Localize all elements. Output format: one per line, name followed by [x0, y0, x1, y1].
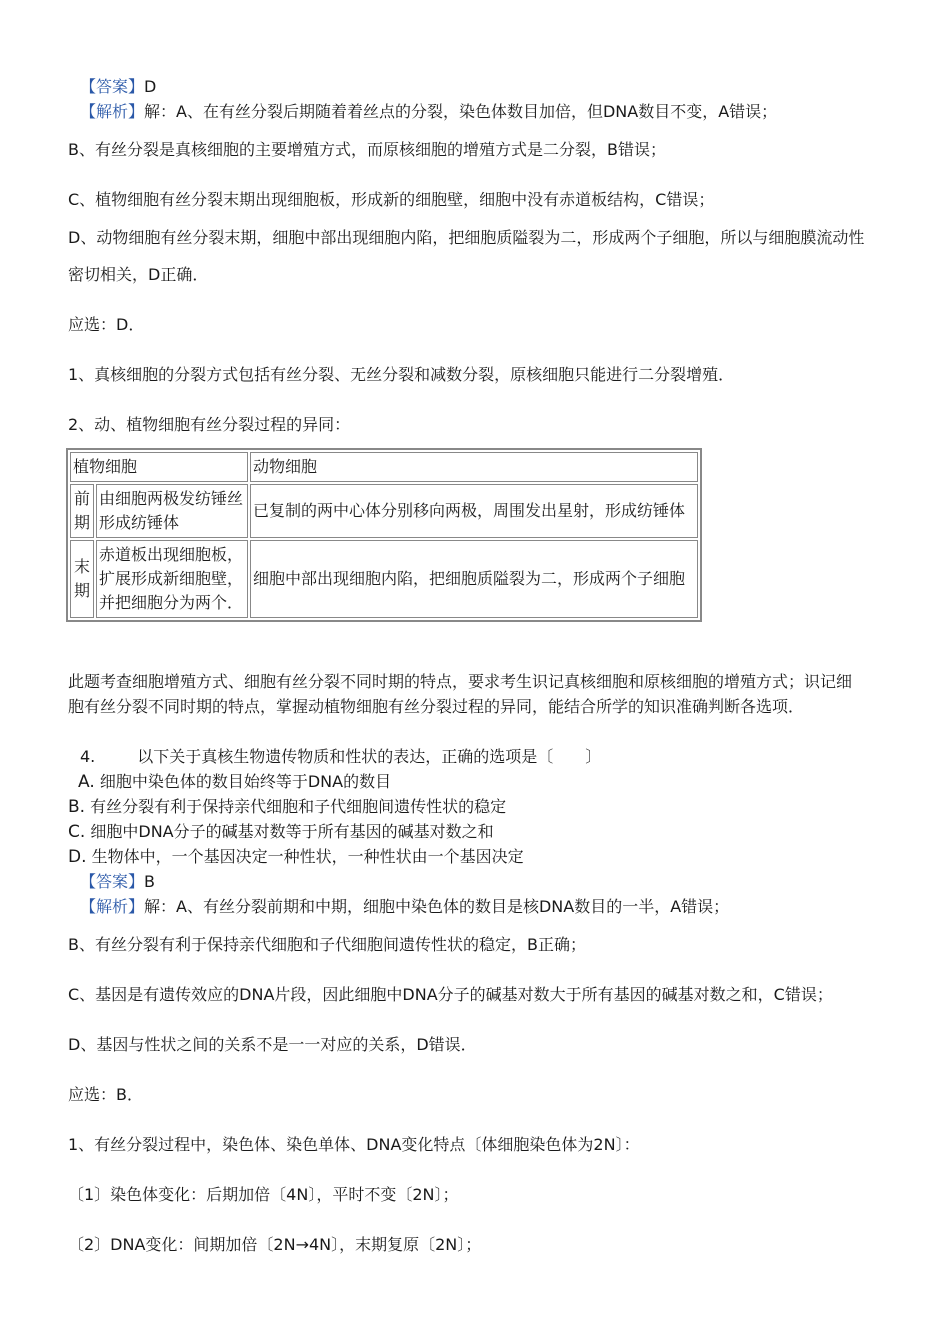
analysis-option-d-line1: D、动物细胞有丝分裂末期，细胞中部出现细胞内陷，把细胞质隘裂为二，形成两个子细胞，所以与细胞膜流动性 — [68, 228, 865, 247]
knowledge-point-1: 1、真核细胞的分裂方式包括有丝分裂、无丝分裂和减数分裂，原核细胞只能进行二分裂增殖． — [68, 365, 735, 384]
telophase-plant: 赤道板出现细胞板，扩展形成新细胞壁，并把细胞分为两个． — [96, 540, 248, 618]
q4-answer-line — [80, 871, 155, 893]
q4-knowledge-point-1a: 〔1〕染色体变化：后期加倍〔4N〕，平时不变〔2N〕； — [68, 1185, 459, 1204]
q4-analysis-option-c: C、基因是有遗传效应的DNA片段，因此细胞中DNA分子的碱基对数大于所有基因的碱基对数之和，C错误； — [68, 985, 833, 1004]
knowledge-point-2: 2、动、植物细胞有丝分裂过程的异同： — [68, 415, 351, 434]
option-d — [68, 846, 524, 868]
option-text: 细胞中染色体的数目始终等于DNA的数目 — [99, 772, 392, 791]
q3-answer-line — [80, 76, 156, 98]
question-number: 4. — [80, 747, 96, 766]
telophase-animal: 细胞中部出现细胞内陷，把细胞质隘裂为二，形成两个子细胞 — [250, 540, 698, 618]
answer-tag: 【答案】 — [80, 77, 145, 96]
q4-analysis-line — [80, 896, 729, 918]
table-header-row — [70, 452, 698, 482]
summary-line2: 胞有丝分裂不同时期的特点，掌握动植物细胞有丝分裂过程的异同，能结合所学的知识准确判断各选项． — [68, 697, 805, 716]
header-plant-cell: 植物细胞 — [70, 452, 248, 482]
analysis-option-d-line2: 密切相关，D正确． — [68, 265, 209, 284]
analysis-tag: 【解析】 — [80, 102, 145, 121]
option-text: 生物体中，一个基因决定一种性状，一种性状由一个基因决定 — [91, 847, 524, 866]
header-animal-cell: 动物细胞 — [250, 452, 698, 482]
q4-knowledge-point-1b: 〔2〕DNA变化：间期加倍〔2N→4N〕，末期复原〔2N〕； — [68, 1235, 482, 1254]
option-c — [68, 821, 494, 843]
option-letter: C. — [68, 822, 86, 842]
choose-line: 应选：D． — [68, 315, 145, 334]
option-letter: D. — [68, 847, 87, 867]
q4-choose-line: 应选：B． — [68, 1085, 143, 1104]
q4-analysis-option-d: D、基因与性状之间的关系不是一一对应的关系，D错误． — [68, 1035, 477, 1054]
comparison-table — [66, 448, 702, 622]
option-letter: B. — [68, 797, 86, 817]
q4-analysis-option-b: B、有丝分裂有利于保持亲代细胞和子代细胞间遗传性状的稳定，B正确； — [68, 935, 586, 954]
prophase-plant: 由细胞两极发纺锤丝形成纺锤体 — [96, 484, 248, 538]
analysis-option-a: 解：A、在有丝分裂后期随着着丝点的分裂，染色体数目加倍，但DNA数目不变，A错误； — [144, 102, 778, 121]
analysis-option-a: 解：A、有丝分裂前期和中期，细胞中染色体的数目是核DNA数目的一半，A错误； — [144, 897, 730, 916]
answer-value: D — [144, 77, 157, 96]
analysis-option-b: B、有丝分裂是真核细胞的主要增殖方式，而原核细胞的增殖方式是二分裂，B错误； — [68, 140, 666, 159]
option-b — [68, 796, 506, 818]
q3-analysis-line — [80, 101, 777, 123]
option-text: 有丝分裂有利于保持亲代细胞和子代细胞间遗传性状的稳定 — [90, 797, 507, 816]
table-row-prophase — [70, 484, 698, 538]
summary-line1: 此题考查细胞增殖方式、细胞有丝分裂不同时期的特点，要求考生识记真核细胞和原核细胞的增殖方式；识记细 — [68, 672, 853, 691]
option-text: 细胞中DNA分子的碱基对数等于所有基因的碱基对数之和 — [90, 822, 494, 841]
table-row-telophase — [70, 540, 698, 618]
prophase-animal: 已复制的两中心体分别移向两极，周围发出星射，形成纺锤体 — [250, 484, 698, 538]
q4-knowledge-point-1: 1、有丝分裂过程中，染色体、染色单体、DNA变化特点〔体细胞染色体为2N〕： — [68, 1135, 640, 1154]
answer-tag: 【答案】 — [80, 872, 145, 891]
stage-label-prophase: 前期 — [70, 484, 94, 538]
option-a — [78, 771, 391, 793]
option-letter: A. — [78, 772, 95, 792]
analysis-tag: 【解析】 — [80, 897, 145, 916]
answer-value: B — [144, 872, 155, 891]
question-4-stem — [80, 746, 601, 768]
stage-label-telophase: 末期 — [70, 540, 94, 618]
question-text: 以下关于真核生物遗传物质和性状的表达，正确的选项是〔 〕 — [137, 747, 602, 766]
analysis-option-c: C、植物细胞有丝分裂末期出现细胞板，形成新的细胞壁，细胞中没有赤道板结构，C错误； — [68, 190, 715, 209]
